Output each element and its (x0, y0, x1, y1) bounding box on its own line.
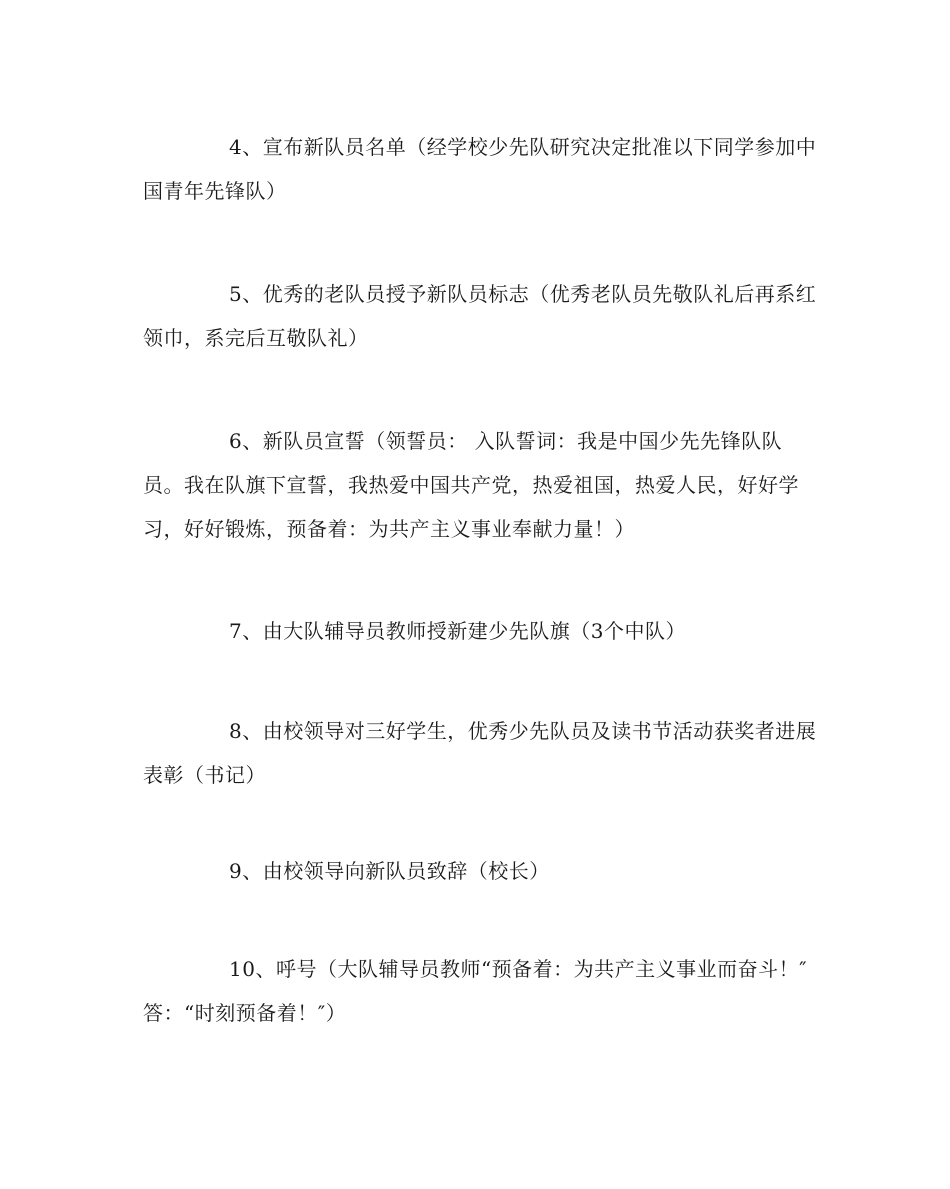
paragraph-item-10: 10、呼号（大队辅导员教师“预备着：为共产主义事业而奋斗！″答：“时刻预备着！″） (143, 957, 808, 1025)
paragraph-item-9: 9、由校领导向新队员致辞（校长） (229, 859, 550, 883)
paragraph-item-7: 7、由大队辅导员教师授新建少先队旗（3个中队） (229, 619, 686, 643)
paragraph-item-6: 6、新队员宣誓（领誓员： 入队誓词：我是中国少先先锋队队员。我在队旗下宣誓，我热爱中国共产党，热爱祖国，热爱人民，好好学习，好好锻炼，预备着：为共产主义事业奉献力量！） (143, 429, 799, 541)
paragraph-item-8: 8、由校领导对三好学生，优秀少先队员及读书节活动获奖者进展表彰（书记） (143, 719, 817, 787)
paragraph-item-5: 5、优秀的老队员授予新队员标志（优秀老队员先敬队礼后再系红领巾，系完后互敬队礼） (143, 282, 817, 350)
paragraph-item-4: 4、宣布新队员名单（经学校少先队研究决定批准以下同学参加中国青年先锋队） (143, 135, 817, 203)
